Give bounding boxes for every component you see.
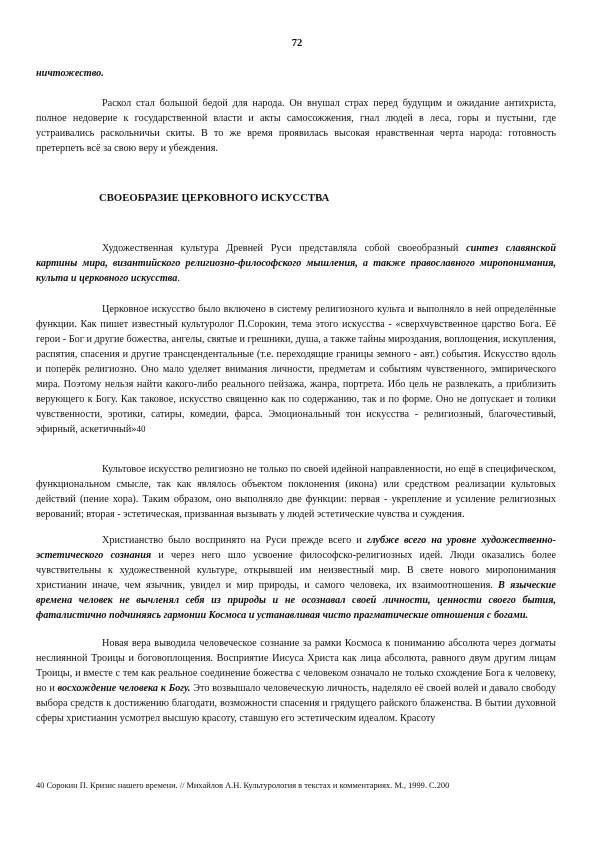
page-number: 72 <box>291 38 303 49</box>
paragraph-cult-art: Культовое искусство религиозно не только по своей идейной направленности, но ещё в специфическом, функциональном смысле, так как являлось объектом поклонения (икона) или средством реализации культовых действий (пение хора). Таким образом, оно выполняло две функции: первая - укрепление и усиление религиозных верований; вторая - эстетическая, призванная вызывать у людей эстетические чувства и суждения. <box>36 464 556 520</box>
paragraph-christianity <box>36 533 556 623</box>
p5-text-a: Христианство было воспринято на Руси прежде всего и <box>102 535 367 546</box>
paragraph-artistic-culture <box>36 241 556 286</box>
paragraph-new-faith <box>36 636 556 726</box>
paragraph-church-art <box>36 302 556 437</box>
p5-text-c: и через него шло усвоение философско-религиозных идей. Люди оказались более чувствительны к художественной культуре, открывшей им неизвестный мир. В свете нового миропонимания христианин иначе, чем язычник, увидел и мир природы, и самого человека, их взаимоотношения. <box>36 550 556 591</box>
section-heading: СВОЕОБРАЗИЕ ЦЕРКОВНОГО ИСКУССТВА <box>99 193 330 204</box>
p3-text: Церковное искусство было включено в систему религиозного культа и выполняло в ней определённые функции. Как пишет известный культуролог П.Сорокин, тема этого искусства - «сверхчувственное царство Бога. Её герои - Бог и другие божества, ангелы, святые и грешники, душа, а также тайны мироздания, воплощения, искупления, распятия, спасения и другие трансцендентальные (т.е. переходящие границы земного - авт.) события. Искусство вдоль и поперёк религиозно. Оно мало уделяет внимания личности, предметам и событиям чувственного, эмпирического мира. Поэтому нельзя найти какого-либо реального пейзажа, жанра, портрета. Ибо цель не развлекать, а приблизить верующего к Богу. Как таковое, искусство священно как по содержанию, так и по форме. Оно не допускает и толики чувственности, эротики, сатиры, комедии, фарса. Эмоциональный тон искусства - религиозный, благочестивый, эфирный, аскетичный» <box>36 304 556 435</box>
p6-text-a: Новая вера выводила человеческое сознание за рамки Космоса к пониманию абсолюта через догматы неслиянной Троицы и боговоплощения. Восприятие Иисуса Христа как лица абсолюта, равного двум другим лицам Троицы, и вместе с тем как реальное соединение божества с человеком означало не только схождение Бога к человеку, но и <box>36 638 556 694</box>
p2-emphasis: синтез славянской картины мира, византийского религиозно-философского мышления, а также православного миропонимания, культа и церковного искусства <box>36 243 557 284</box>
top-fragment-text: ничтожество. <box>36 68 104 79</box>
footnote-reference: 40 <box>136 424 146 434</box>
footnote-text: Сорокин П. Кризис нашего времени. // Михайлов А.Н. Культурология в текстах и комментариях. М., 1999. С.200 <box>44 781 450 790</box>
p2-text-a: Художественная культура Древней Руси представляла собой своеобразный <box>102 243 467 254</box>
p5-emphasis-1: глубже всего на уровне художественно-эстетического сознания <box>36 535 556 561</box>
top-fragment <box>36 66 556 81</box>
footnote <box>36 780 566 791</box>
p2-text-c: . <box>177 273 180 284</box>
p6-text-c: Это возвышало человеческую личность, наделяло её своей волей и давало свободу выбора средств к достижению благодати, возможности спасения и грядущего райского блаженства. В бытии духовной сферы христианин усмотрел высшую красоту, ставшую его эстетическим идеалом. Красоту <box>36 683 556 724</box>
paragraph-schism: Раскол стал большой бедой для народа. Он внушал страх перед будущим и ожидание антихриста, полное недоверие к государственной власти и акты самосожжения, гнал людей в леса, горы и пустыни, где устраивались раскольничьи скиты. В то же время проявилась высокая нравственная черта народа: готовность претерпеть всё за свою веру и убеждения. <box>36 98 556 154</box>
p6-emphasis: восхождение человека к Богу. <box>57 683 191 694</box>
p5-emphasis-2: В языческие времена человек не вычленял себя из природы и не осознавал своей личности, ценности своего бытия, фаталистично подчиняясь гармонии Космоса и устанавливая чисто прагматические отношения с богами. <box>36 580 556 621</box>
footnote-mark: 40 <box>36 781 45 790</box>
